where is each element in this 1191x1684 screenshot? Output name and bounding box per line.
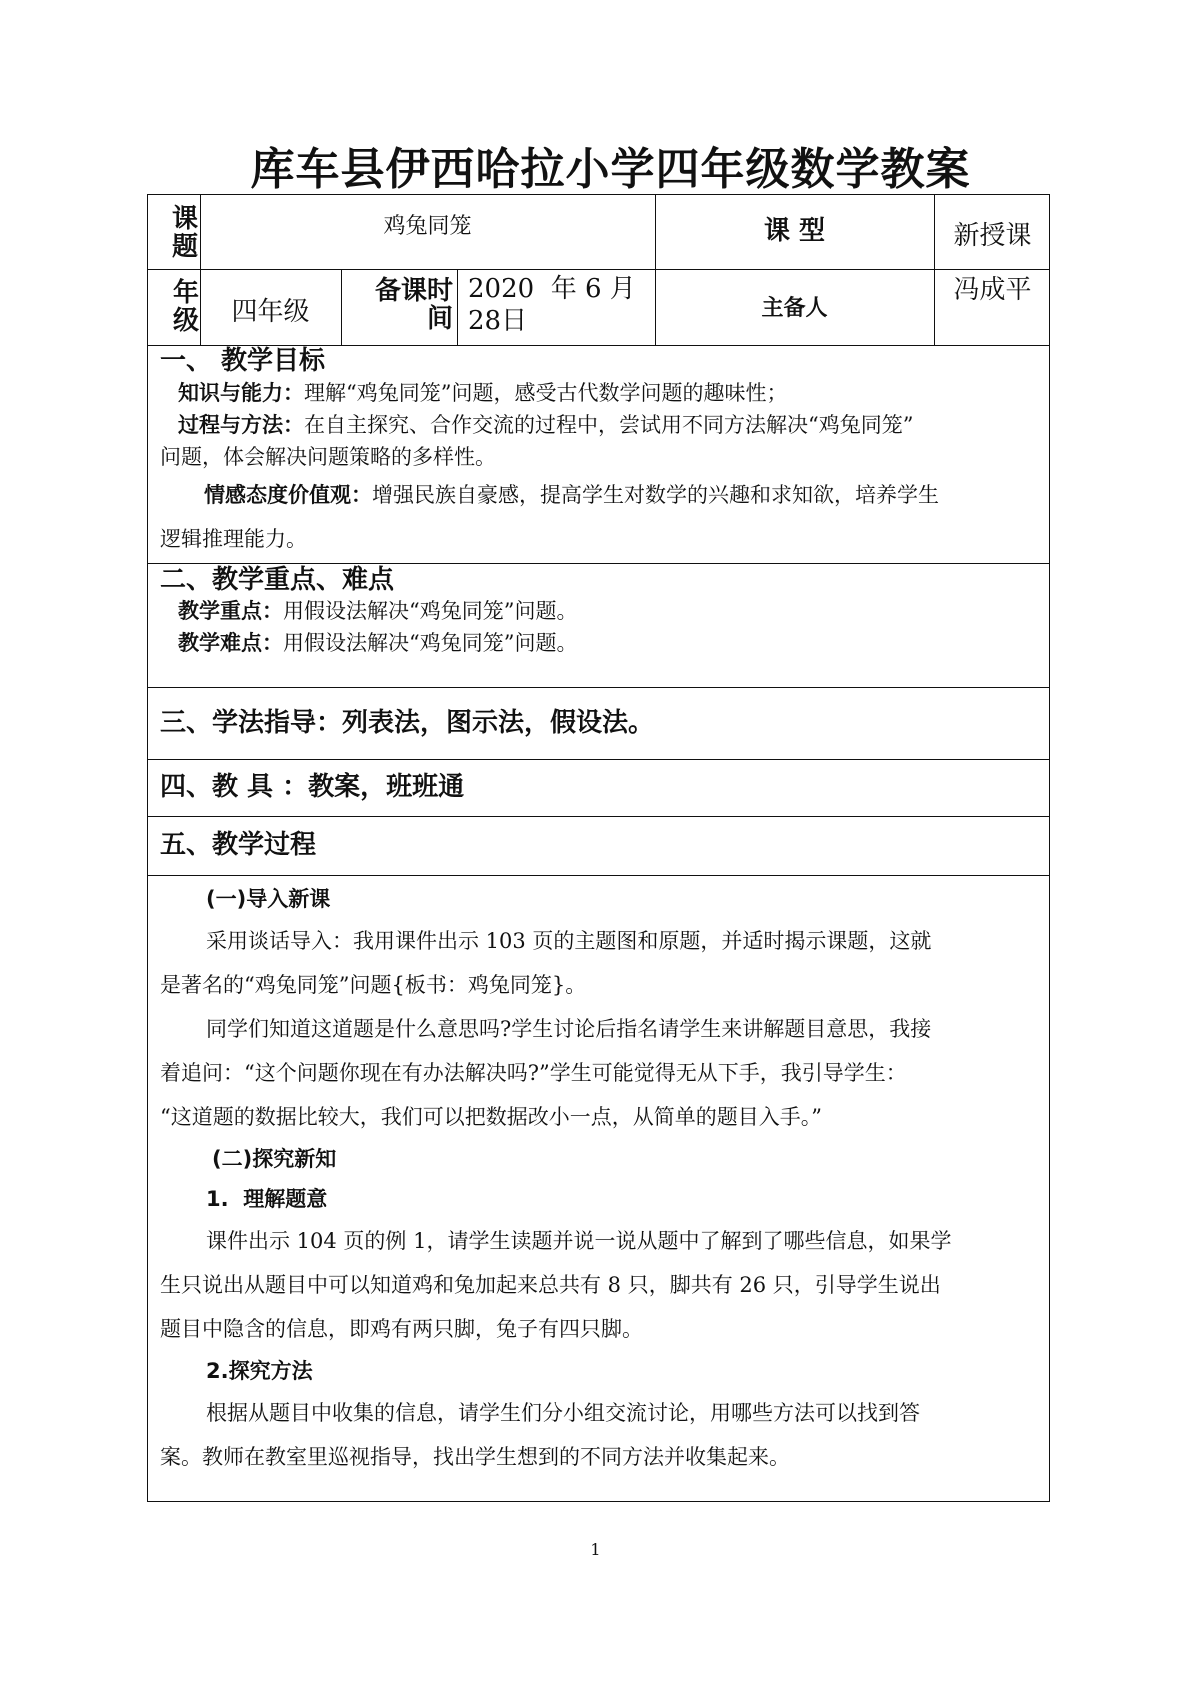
part2-title: (二)探究新知 [212,1147,337,1171]
objective-process-cont: 问题，体会解决问题策略的多样性。 [160,445,496,469]
paragraph: “这道题的数据比较大，我们可以把数据改小一点，从简单的题目入手。” [160,1105,822,1129]
paragraph: 采用谈话导入：我用课件出示 103 页的主题图和原题，并适时揭示课题，这就 [206,929,932,953]
author-value: 冯成平 [953,275,1032,305]
paragraph: 课件出示 104 页的例 1，请学生读题并说一说从题中了解到了哪些信息，如果学 [206,1229,952,1253]
step2-title: 2.探究方法 [206,1359,313,1383]
type-value: 新授课 [953,221,1032,251]
objective-process: 过程与方法：在自主探究、合作交流的过程中，尝试用不同方法解决“鸡兔同笼” [178,413,914,437]
page-number: 1 [590,1540,601,1559]
difficult-point: 教学难点：用假设法解决“鸡兔同笼”问题。 [178,631,578,655]
col-divider [457,269,458,345]
row-divider [148,875,1049,876]
lesson-plan-table [147,194,1050,1502]
prep-time-value: 2020 年 6 月 28日 [468,274,636,336]
step1-title: 1. 理解题意 [206,1187,328,1211]
paragraph: 案。教师在教室里巡视指导，找出学生想到的不同方法并收集起来。 [160,1445,790,1469]
objectives-heading: 一、 教学目标 [160,346,326,376]
teaching-process-heading: 五、教学过程 [160,830,317,860]
row-divider [148,563,1049,564]
objective-emotion-cont: 逻辑推理能力。 [160,527,307,551]
type-label: 课 型 [763,216,826,246]
paragraph: 是著名的“鸡兔同笼”问题{板书：鸡兔同笼}。 [160,973,587,997]
objectives-section [160,345,1040,561]
key-points-section [160,565,1040,659]
key-point: 教学重点：用假设法解决“鸡兔同笼”问题。 [178,599,578,623]
paragraph: 根据从题目中收集的信息，请学生们分小组交流讨论，用哪些方法可以找到答 [206,1401,920,1425]
subject-label: 课题 [172,204,199,262]
objective-emotion: 情感态度价值观：增强民族自豪感，提高学生对数学的兴趣和求知欲，培养学生 [204,483,939,507]
document-title: 库车县伊西哈拉小学四年级数学教案 [250,144,971,195]
key-points-heading: 二、教学重点、难点 [160,565,395,595]
col-divider [341,269,342,345]
paragraph: 着追问：“这个问题你现在有办法解决吗?”学生可能觉得无从下手，我引导学生： [160,1061,907,1085]
grade-label: 年级 [172,278,199,336]
paragraph: 题目中隐含的信息，即鸡有两只脚，兔子有四只脚。 [160,1317,643,1341]
grade-value: 四年级 [231,297,310,327]
study-method-section: 三、学法指导：列表法，图示法，假设法。 [160,708,655,738]
subject-value: 鸡兔同笼 [383,214,472,239]
teaching-process-body [160,879,1040,1479]
objective-knowledge: 知识与能力：理解“鸡兔同笼”问题，感受古代数学问题的趣味性； [178,381,788,405]
paragraph: 同学们知道这道题是什么意思吗?学生讨论后指名请学生来讲解题目意思，我接 [206,1017,932,1041]
author-label: 主备人 [761,296,828,321]
teaching-tools-section: 四、教 具 ：教案，班班通 [160,772,465,802]
paragraph: 生只说出从题目中可以知道鸡和兔加起来总共有 8 只，脚共有 26 只，引导学生说出 [160,1273,941,1297]
row-divider [148,269,1049,270]
prep-time-label: 备课时间 [374,276,453,334]
part1-title: (一)导入新课 [206,887,331,911]
